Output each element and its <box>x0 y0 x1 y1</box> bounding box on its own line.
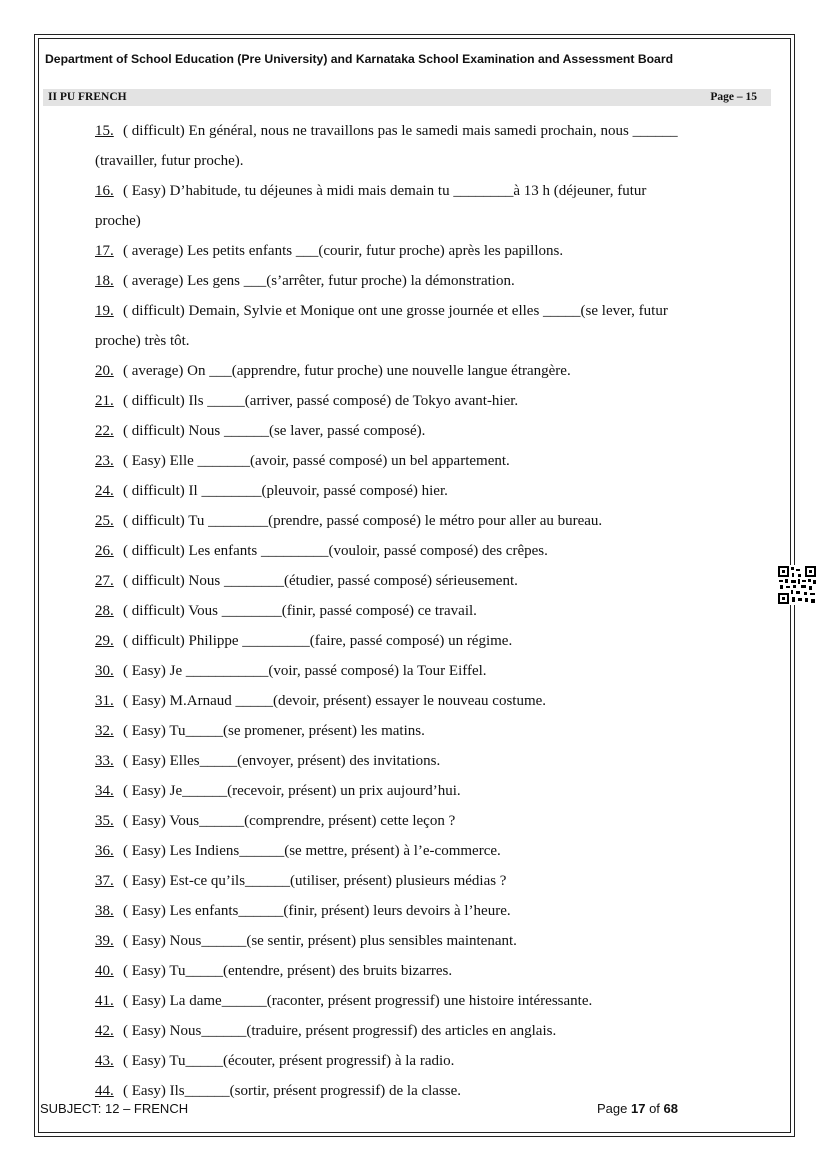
question-text: ( Easy) Ils______(sortir, présent progressif) de la classe. <box>123 1083 462 1099</box>
footer-page-total: 68 <box>663 1101 678 1116</box>
question-text: ( difficult) Tu ________(prendre, passé composé) le métro pour aller au bureau. <box>123 513 603 529</box>
question-number: 27. <box>95 573 114 589</box>
question-text: ( Easy) Tu_____(se promener, présent) les matins. <box>123 723 425 739</box>
question-number: 16. <box>95 183 114 199</box>
question-item <box>95 746 765 776</box>
board-title: Department of School Education (Pre University) and Karnataka School Examination and Assessment Board <box>45 52 674 66</box>
question-text: proche) très tôt. <box>95 333 190 349</box>
question-continuation <box>95 326 765 356</box>
course-label: II PU FRENCH <box>48 91 127 103</box>
question-text: ( Easy) Elles_____(envoyer, présent) des invitations. <box>123 753 441 769</box>
question-text: ( Easy) Elle _______(avoir, passé composé) un bel appartement. <box>123 453 510 469</box>
question-text: ( difficult) En général, nous ne travaillons pas le samedi mais samedi prochain, nous ______ <box>123 123 678 139</box>
question-item <box>95 896 765 926</box>
question-item <box>95 236 765 266</box>
question-number: 33. <box>95 753 114 769</box>
question-item <box>95 986 765 1016</box>
question-item <box>95 656 765 686</box>
question-text: (travailler, futur proche). <box>95 153 244 169</box>
question-number: 28. <box>95 603 114 619</box>
question-text: ( Easy) Tu_____(écouter, présent progressif) à la radio. <box>123 1053 455 1069</box>
question-item <box>95 926 765 956</box>
question-item <box>95 806 765 836</box>
question-item <box>95 446 765 476</box>
question-item <box>95 956 765 986</box>
question-item <box>95 626 765 656</box>
question-continuation <box>95 206 765 236</box>
question-number: 26. <box>95 543 114 559</box>
question-item <box>95 506 765 536</box>
question-text: ( difficult) Il ________(pleuvoir, passé composé) hier. <box>123 483 448 499</box>
question-number: 43. <box>95 1053 114 1069</box>
question-item <box>95 266 765 296</box>
question-number: 40. <box>95 963 114 979</box>
question-number: 41. <box>95 993 114 1009</box>
question-text: ( Easy) La dame______(raconter, présent progressif) une histoire intéressante. <box>123 993 593 1009</box>
qr-code-icon <box>777 565 817 605</box>
footer-page-number <box>597 1101 678 1116</box>
question-number: 35. <box>95 813 114 829</box>
question-text: ( difficult) Les enfants _________(vouloir, passé composé) des crêpes. <box>123 543 548 559</box>
footer-subject: SUBJECT: 12 – FRENCH <box>40 1101 189 1116</box>
question-number: 38. <box>95 903 114 919</box>
question-number: 30. <box>95 663 114 679</box>
question-number: 18. <box>95 273 114 289</box>
page-label: Page – 15 <box>710 91 757 103</box>
question-item <box>95 686 765 716</box>
question-text: ( Easy) Nous______(traduire, présent progressif) des articles en anglais. <box>123 1023 557 1039</box>
question-item <box>95 866 765 896</box>
question-item <box>95 716 765 746</box>
question-number: 15. <box>95 123 114 139</box>
question-number: 32. <box>95 723 114 739</box>
question-text: ( difficult) Nous ________(étudier, passé composé) sérieusement. <box>123 573 518 589</box>
question-number: 44. <box>95 1083 114 1099</box>
question-item <box>95 476 765 506</box>
question-item <box>95 176 765 206</box>
footer-page-prefix: Page <box>597 1101 631 1116</box>
question-number: 17. <box>95 243 114 259</box>
question-text: proche) <box>95 213 141 229</box>
question-text: ( Easy) Les enfants______(finir, présent) leurs devoirs à l’heure. <box>123 903 511 919</box>
question-text: ( Easy) Vous______(comprendre, présent) cette leçon ? <box>123 813 456 829</box>
question-number: 24. <box>95 483 114 499</box>
question-item <box>95 836 765 866</box>
question-item <box>95 416 765 446</box>
question-continuation <box>95 146 765 176</box>
question-item <box>95 386 765 416</box>
question-item <box>95 356 765 386</box>
question-number: 25. <box>95 513 114 529</box>
question-number: 34. <box>95 783 114 799</box>
question-text: ( average) On ___(apprendre, futur proche) une nouvelle langue étrangère. <box>123 363 571 379</box>
question-item <box>95 1016 765 1046</box>
question-text: ( Easy) Je______(recevoir, présent) un prix aujourd’hui. <box>123 783 461 799</box>
question-number: 37. <box>95 873 114 889</box>
question-item <box>95 296 765 326</box>
footer-page-current: 17 <box>630 1101 646 1116</box>
question-number: 21. <box>95 393 114 409</box>
question-text: ( difficult) Philippe _________(faire, passé composé) un régime. <box>123 633 513 649</box>
question-text: ( difficult) Demain, Sylvie et Monique ont une grosse journée et elles _____(se lever, futur <box>123 303 668 319</box>
question-text: ( Easy) Les Indiens______(se mettre, présent) à l’e-commerce. <box>123 843 501 859</box>
question-text: ( Easy) D’habitude, tu déjeunes à midi mais demain tu ________à 13 h (déjeuner, futur <box>123 183 647 199</box>
question-item <box>95 776 765 806</box>
question-item <box>95 536 765 566</box>
question-text: ( difficult) Vous ________(finir, passé composé) ce travail. <box>123 603 477 619</box>
question-number: 36. <box>95 843 114 859</box>
question-item <box>95 116 765 146</box>
question-text: ( Easy) Je ___________(voir, passé composé) la Tour Eiffel. <box>123 663 487 679</box>
question-text: ( Easy) Est-ce qu’ils______(utiliser, présent) plusieurs médias ? <box>123 873 507 889</box>
question-number: 20. <box>95 363 114 379</box>
question-number: 39. <box>95 933 114 949</box>
question-text: ( Easy) Nous______(se sentir, présent) plus sensibles maintenant. <box>123 933 517 949</box>
question-text: ( difficult) Nous ______(se laver, passé composé). <box>123 423 426 439</box>
question-text: ( average) Les gens ___(s’arrêter, futur proche) la démonstration. <box>123 273 515 289</box>
question-text: ( average) Les petits enfants ___(courir, futur proche) après les papillons. <box>123 243 564 259</box>
question-item <box>95 596 765 626</box>
question-number: 42. <box>95 1023 114 1039</box>
question-list <box>95 116 765 1106</box>
question-number: 22. <box>95 423 114 439</box>
question-text: ( Easy) M.Arnaud _____(devoir, présent) essayer le nouveau costume. <box>123 693 547 709</box>
question-text: ( difficult) Ils _____(arriver, passé composé) de Tokyo avant-hier. <box>123 393 519 409</box>
question-number: 23. <box>95 453 114 469</box>
question-number: 31. <box>95 693 114 709</box>
question-item <box>95 1046 765 1076</box>
question-text: ( Easy) Tu_____(entendre, présent) des bruits bizarres. <box>123 963 453 979</box>
subject-bar <box>43 89 771 106</box>
footer-page-of: of <box>645 1101 664 1116</box>
question-number: 29. <box>95 633 114 649</box>
question-number: 19. <box>95 303 114 319</box>
question-item <box>95 566 765 596</box>
